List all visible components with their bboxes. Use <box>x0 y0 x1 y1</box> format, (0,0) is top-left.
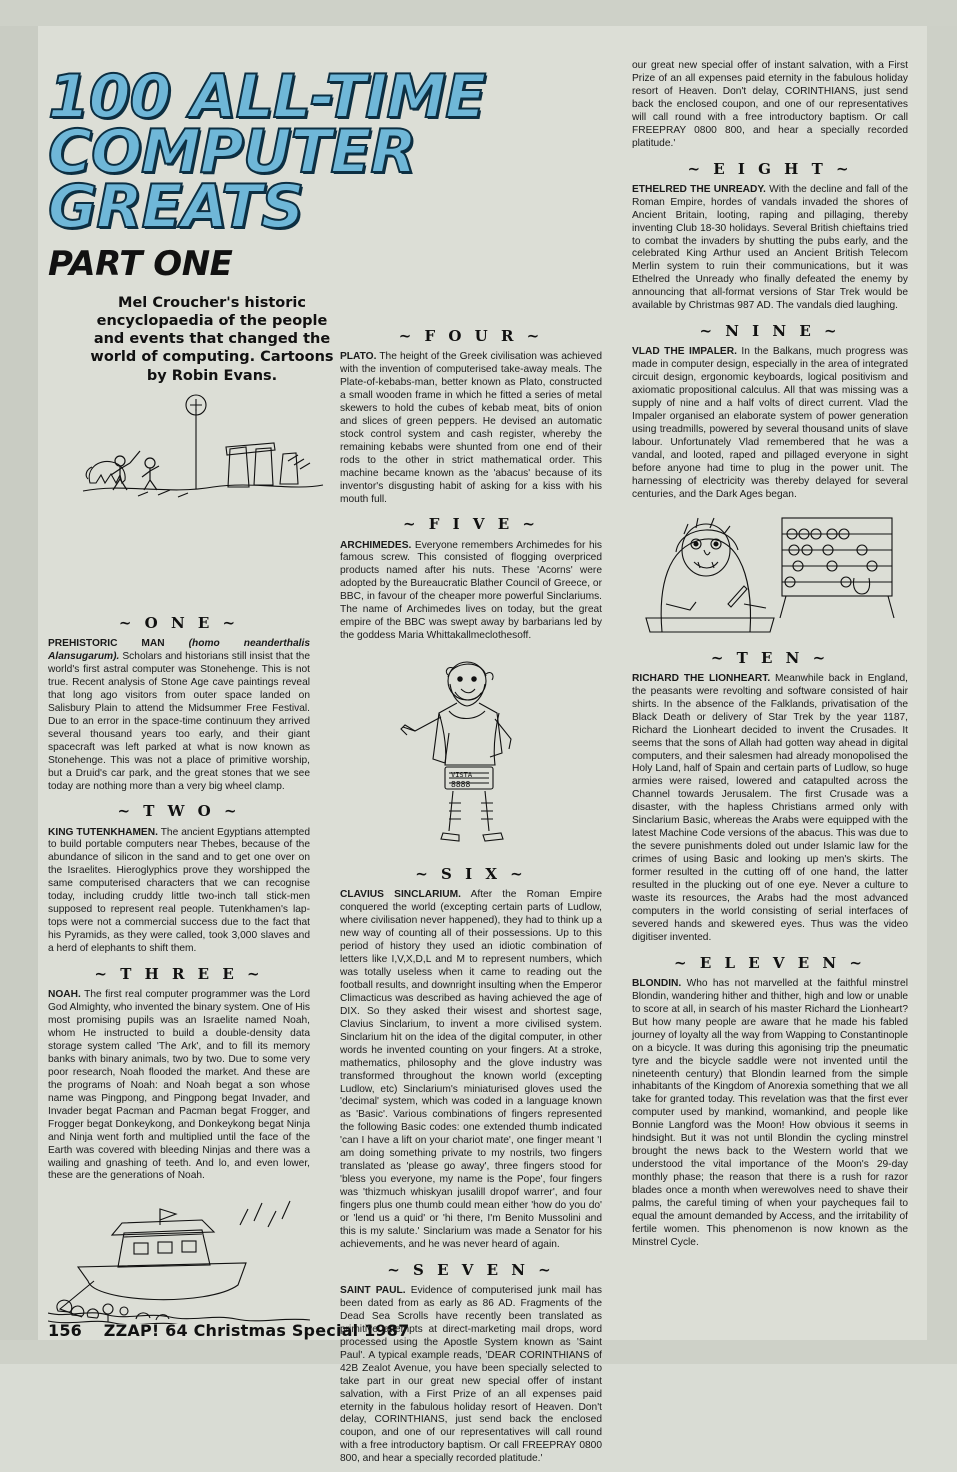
svg-text:VISTA: VISTA <box>451 771 473 780</box>
entry-one-lead-italic: (homo neanderthalis Alansugarum). <box>48 638 310 662</box>
entry-five-lead: ARCHIMEDES. <box>340 539 412 551</box>
entry-five-body: Everyone remembers Archimedes for his famous screw. This consisted of flogging overpriced products named after his nuts. These 'Acorns' were adopted by the Bureaucratic Blather Council of Greece, or BBC, in favour of the cheaper more powerful Sinclariums. The name of Archimedes lives on today, but the great empire of the BBC was swept away by barbarians led by the goddess Maria Whittakallmeclothesoff. <box>340 539 602 642</box>
entry-eleven <box>632 978 908 1250</box>
entry-two-body: The ancient Egyptians attempted to build portable computers near Thebes, because of the abundance of silicon in the sand and to get one over on the Israelites. Hieroglyphics prove they worshipped the same computerised characters that we can recognise today, including cruddy little two-inch tall stick-men supposed to represent real people. Tutenkhamen's lap-tops were not a commercial success due to the fact that his Pyramids, as they were called, took 3,000 slaves and a herd of elephants to shift them. <box>48 826 310 955</box>
entry-number-six: ~ S I X ~ <box>415 865 527 884</box>
entry-ten-lead: RICHARD THE LIONHEART. <box>632 672 771 684</box>
column-1 <box>48 605 310 1330</box>
publication-name: ZZAP! 64 Christmas Special 1987 <box>103 1321 410 1340</box>
entry-one-lead: PREHISTORIC MAN <box>48 638 165 650</box>
column-3 <box>632 60 908 1256</box>
entry-six-body: After the Roman Empire conquered the world (excepting certain parts of Ludlow, where civilisation never happened), they had to think up a new way of counting all of their possessions. Up to this period of history they used an idiotic combination of letters like I,V,X,D,L and M to represent numbers, which was totally useless when it came to reading out the football results, and downright insulting when the Emperor Climacticus was described as having achieved the age of DIX. So they asked their wisest and shortest sage, Clavius Sinclarium, to invent a more civilised system. Sinclarium hit on the idea of the digital computer, in other words he invented counting on your fingers. At a stroke, mathematics, philosophy and the glove industry was transformed throughout the known world (excepting Ludlow, etc) Sinclarium's miniaturised gloves used the 'decimal' system, which was coded in a language known as 'Basic'. Various combinations of fingers represented the following Basic codes: one extended thumb indicated 'can I have a lift on your chariot mate', one finger meant 'I am doing something private to my nostrils, two fingers translated as 'please go away', three fingers stood for 'bless you everyone, my name is the Pope', four fingers was 'thizmuch whiskyan jusalill dropof warrer', and four fingers plus one thumb could mean either 'how do you do' or 'lend us a quid' or 'hi there, I'm Benito Mussolini and this is my salute.' Sinclarium was made a Senator for his achievements, and he was never heard of again. <box>340 889 602 1250</box>
entry-nine <box>632 346 908 501</box>
entry-seven-continued-text: our great new special offer of instant salvation, with a First Prize of an all expenses paid eternity in the fabulous holiday resort of Heaven. Don't delay, CORINTHIANS, just send back the enclosed coupon, and one of our representatives will call round with a free introductory baptism. Or call FREEPRAY 0800 800, and hear a specially recorded platitude.' <box>632 60 908 149</box>
entry-number-three: ~ T H R E E ~ <box>94 965 264 984</box>
entry-number-seven: ~ S E V E N ~ <box>387 1260 555 1279</box>
entry-nine-body: In the Balkans, much progress was made in computer design, especially in the area of integrated circuit design, ergonomic keyboards, logical positivism and axiomatic propositional calculus. All that was missing was a supply of nine and a half volts of direct current. Vlad the Impaler organised an elaborate system of power generation using treadmills, powered by several thousand units of slave labour. Unfortunately Vlad remembered that he was a vandal, and looted, raped and pillaged everyone in sight before anyone had time to plug in the power unit. The harnessing of electricity was thereby delayed for several centuries, and the Dark Ages began. <box>632 346 908 500</box>
entry-three-body: The first real computer programmer was the Lord God Almighty, who invented the binary system. One of His most promising pupils was an Israelite named Noah, whom He instructed to build a double-density data storage system called 'The Ark', and to fill its memory banks with binary animals, two by two. Due to some very poor research, Noah flooded the market. And these are the programs of Noah: and Noah begat a son whose name was Pingpong, and Pingpong begat Invader, and Invader begat Pacman and Pacman begat Frogger, and Frogger begat Donkeykong, and Donkeykong begat Ninja and Ninja went forth and multiplied until the face of the Earth was covered with bleeding Ninjas and there was a wailing and gnashing of teeth. And lo, and even lower, these are the generations of Noah. <box>48 989 310 1182</box>
entry-four-body: The height of the Greek civilisation was achieved with the invention of computerised take-away meals. The Plate-of-kebabs-man, better known as Plato, constructed a small wooden frame in which he fitted a series of metal skewers to hold the cubes of kebab meat, bits of onion and slices of green peppers. He devised an automatic stock control system and cash register, whereby the remaining kebabs were shunted from one end of their rods to the other in strict mathematical order. This machine became known as the 'abacus' because of its inventor's disgusting habit of asking for a kiss with his mouth full. <box>340 351 602 505</box>
entry-number-five: ~ F I V E ~ <box>403 515 539 534</box>
page-edge-top <box>0 0 957 26</box>
entry-seven <box>340 1285 602 1466</box>
entry-two-lead: KING TUTENKHAMEN. <box>48 826 158 838</box>
vlad-abacus-cartoon <box>632 508 908 640</box>
entry-eight-lead: ETHELRED THE UNREADY. <box>632 183 766 195</box>
entry-four-lead: PLATO. <box>340 351 377 363</box>
entry-eleven-body: Who has not marvelled at the faithful minstrel Blondin, wandering hither and thither, high and low or unable to score at all, in search of his master Richard the Lionheart? But how many people are aware that he made his fabled journey of loyalty all the way from Wapping to Constantinople on a bicycle. It was during this agonising trip the pneumatic tyre and the bicycle saddle were not invented until the nineteenth century) that Blondin learned from the simple inhabitants of the Kingdom of Anorexia something that we all take for granted today. This revelation was that the first ever computer used by mankind, womankind, and people like Bonnie Langford was the Moon! How obvious it seems in hindsight. But it was not until Blondin the cycling minstrel brought the news back to the Western world that we understood the vital importance of the Moon's 29-day monthly phase; the reason that there is a rush for razor blades once a month when werewolves need to shave their palms, the careful timing of when your paycheques fail to equal the amount demanded by Access, and the irritability of fertile women. This phenomenon is now known as the Minstrel Cycle. <box>632 977 908 1248</box>
entry-number-eight: ~ E I G H T ~ <box>687 159 853 178</box>
entry-eight <box>632 184 908 314</box>
entry-ten <box>632 673 908 945</box>
entry-seven-continued <box>632 60 908 151</box>
entry-three <box>48 989 310 1183</box>
entry-nine-lead: VLAD THE IMPALER. <box>632 346 737 358</box>
entry-eleven-lead: BLONDIN. <box>632 977 682 989</box>
noahs-ark-cartoon <box>48 1189 310 1324</box>
entry-eight-body: With the decline and fall of the Roman Empire, hordes of vandals invaded the shores of Ancient Britain, looting, raping and pillaging, thereby inventing Club 18-30 holidays. Several British chieftains tried to combat the invaders by shutting the pubs early, and the celebrated King Arthur used an Ancient British Telecom Merlin system to ruin their communications, but it was Ethelred the Unready who finally defeated the enemy by announcing that all-format versions of Star Trek would be available by Christmas 987 AD. The vandals died laughing. <box>632 183 908 312</box>
entry-one-body: Scholars and historians still insist that the world's first astral computer was Stonehenge. This is not true. Recent analysis of Stone Age cave paintings reveal that long ago visitors from outer space landed on Salisbury Plain to attend the Midsummer Free Festival. Due to an error in the space-time continuum they arrived several thousand years too early, and their giant spacecraft was left parked at what is now known as Stonehenge. This was not a place of primitive worship, but a Druid's car park, and the great stones that we see today are nothing more than a very big wheel clamp. <box>48 651 310 792</box>
entry-four <box>340 351 602 506</box>
entry-six <box>340 889 602 1252</box>
part-label: PART ONE <box>48 243 233 284</box>
entry-three-lead: NOAH. <box>48 989 81 1001</box>
page-footer <box>48 1321 409 1340</box>
entry-seven-body: Evidence of computerised junk mail has been dated from as early as 86 AD. Fragments of the Dead Sea Scrolls have recently been translated as primitive attempts at direct-marketing mail drops, word processed using the Apostle System known as 'Saint Paul'. A typical example reads, 'DEAR CORINTHIANS of 42B Zealot Avenue, you have been specially selected to take part in our great new special offer of instant salvation, with a First Prize of an all expenses paid eternity in the fabulous holiday resort of Heaven. Don't delay, CORINTHIANS, just send back the enclosed coupon, and one of our representatives will call round with a free introductory baptism. Or call FREEPRAY 0800 800, and hear a specially recorded platitude.' <box>340 1284 602 1465</box>
entry-ten-body: Meanwhile back in England, the peasants were revolting and software consisted of hair shirts. In the absence of the Falklands, privatisation of the Black Death or delivery of Star Trek by the year 1187, Richard the Lionheart decided to invent the Crusades. It seems that the sons of Allah had gotten way ahead in digital computers, and their salesmen had already monopolised the Holy Land, half of Spain and certain parts of Ludlow, so huge armies were raised, lowered and catapulted across the Channel towards Jerusalem. The first Crusade was a disaster, with the hapless Christians armed only with Sinclarium Basic, whereas the Arabs were equipped with the latest Machine Code versions of the abacus. This was due to the severe punishments doled out under Islamic law for the crimes of using Basic and looking up men's skirts. The former resulted in the cutting off of one hand, the latter resulted in the plucking out of one eye. Never a culture to waste its resources, the Arabs had the most advanced computers in the world consisting of serial interfaces of severed hands and skewered eyes. Thus was the video digitiser invented. <box>632 672 908 943</box>
entry-number-two: ~ T W O ~ <box>117 802 241 821</box>
entry-two <box>48 827 310 957</box>
svg-text:8888: 8888 <box>451 780 471 790</box>
page-edge-right <box>927 0 957 1364</box>
entry-six-lead: CLAVIUS SINCLARIUM. <box>340 889 461 901</box>
masthead-line-3: GREATS <box>48 172 304 243</box>
roman-sinclarium-cartoon <box>395 651 602 856</box>
page-edge-left <box>0 0 38 1364</box>
entry-number-eleven: ~ E L E V E N ~ <box>674 953 866 972</box>
entry-one <box>48 638 310 793</box>
entry-five <box>340 540 602 644</box>
page-number: 156 <box>48 1321 82 1340</box>
masthead-line-2: COMPUTER <box>48 117 416 188</box>
entry-number-ten: ~ T E N ~ <box>710 648 830 667</box>
column-2 <box>340 318 602 1472</box>
standfirst: Mel Croucher's historic encyclopaedia of the people and events that changed the world of computing. Cartoons by Robin Evans. <box>90 294 334 384</box>
masthead-line-1: 100 ALL-TIME <box>48 62 486 132</box>
entry-seven-lead: SAINT PAUL. <box>340 1284 406 1296</box>
entry-number-one: ~ O N E ~ <box>118 614 240 632</box>
entry-number-four: ~ F O U R ~ <box>398 327 544 345</box>
entry-number-nine: ~ N I N E ~ <box>699 322 841 341</box>
